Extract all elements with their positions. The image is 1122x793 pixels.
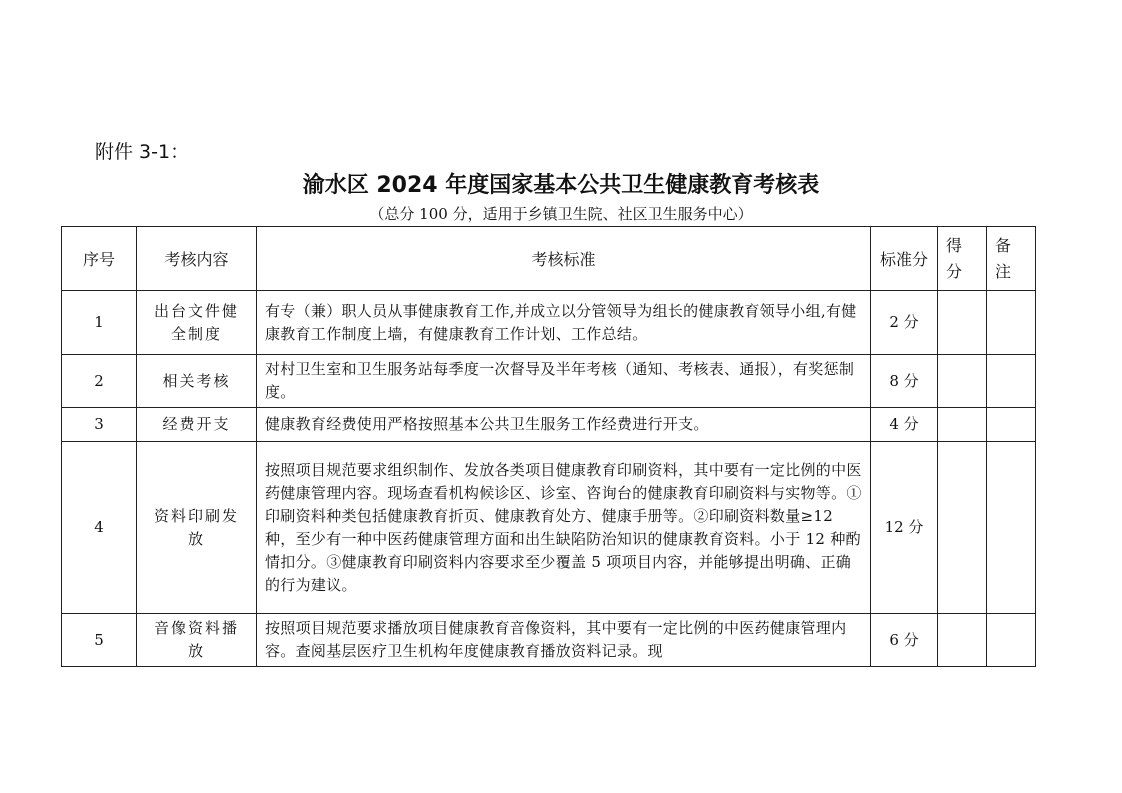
header-got-line1: 得	[946, 235, 963, 255]
row-content: 相关考核	[137, 355, 257, 408]
row-score: 4 分	[871, 408, 938, 442]
row-score: 6 分	[871, 614, 938, 667]
table-row	[62, 442, 1036, 614]
header-std-score: 标准分	[871, 227, 938, 291]
row-note	[987, 408, 1036, 442]
page-title: 渝水区 2024 年度国家基本公共卫生健康教育考核表	[302, 173, 820, 198]
row-got-score	[938, 355, 987, 408]
row-note	[987, 291, 1036, 355]
attachment-label: 附件 3-1：	[95, 141, 190, 163]
row-no: 5	[62, 614, 137, 667]
row-content: 出台文件健全制度	[137, 291, 257, 355]
row-got-score	[938, 442, 987, 614]
table-row	[62, 355, 1036, 408]
row-note	[987, 442, 1036, 614]
row-criteria: 按照项目规范要求组织制作、发放各类项目健康教育印刷资料，其中要有一定比例的中医药健康管理内容。现场查看机构候诊区、诊室、咨询台的健康教育印刷资料与实物等。①印刷资料种类包括健康教育折页、健康教育处方、健康手册等。②印刷资料数量≥12 种，至少有一种中医药健康管理方面和出生缺陷防治知识的健康教育资料。小于 12 种酌情扣分。③健康教育印刷资料内容要求至少覆盖 5 项项目内容，并能够提出明确、正确的行为建议。	[257, 442, 871, 614]
row-content: 音像资料播放	[137, 614, 257, 667]
row-score: 2 分	[871, 291, 938, 355]
row-got-score	[938, 291, 987, 355]
row-content: 经费开支	[137, 408, 257, 442]
row-criteria: 有专（兼）职人员从事健康教育工作,并成立以分管领导为组长的健康教育领导小组,有健康教育工作制度上墙，有健康教育工作计划、工作总结。	[257, 291, 871, 355]
row-content: 资料印刷发放	[137, 442, 257, 614]
row-criteria: 按照项目规范要求播放项目健康教育音像资料，其中要有一定比例的中医药健康管理内容。查阅基层医疗卫生机构年度健康教育播放资料记录。现	[257, 614, 871, 667]
row-score: 12 分	[871, 442, 938, 614]
row-no: 1	[62, 291, 137, 355]
assessment-table	[61, 226, 1036, 667]
row-got-score	[938, 614, 987, 667]
row-criteria: 对村卫生室和卫生服务站每季度一次督导及半年考核（通知、考核表、通报），有奖惩制度。	[257, 355, 871, 408]
header-note-line1: 备	[995, 235, 1012, 255]
row-note	[987, 614, 1036, 667]
table-row	[62, 408, 1036, 442]
page-subtitle: （总分 100 分，适用于乡镇卫生院、社区卫生服务中心）	[369, 205, 753, 223]
row-note	[987, 355, 1036, 408]
header-no: 序号	[62, 227, 137, 291]
row-no: 2	[62, 355, 137, 408]
header-note-line2: 注	[995, 261, 1012, 281]
row-score: 8 分	[871, 355, 938, 408]
header-content: 考核内容	[137, 227, 257, 291]
header-got-line2: 分	[946, 261, 963, 281]
table-row	[62, 614, 1036, 667]
table-header-row	[62, 227, 1036, 291]
table-row	[62, 291, 1036, 355]
header-criteria: 考核标准	[257, 227, 871, 291]
header-got-score	[938, 227, 987, 291]
row-criteria: 健康教育经费使用严格按照基本公共卫生服务工作经费进行开支。	[257, 408, 871, 442]
row-no: 4	[62, 442, 137, 614]
row-no: 3	[62, 408, 137, 442]
row-got-score	[938, 408, 987, 442]
header-note	[987, 227, 1036, 291]
